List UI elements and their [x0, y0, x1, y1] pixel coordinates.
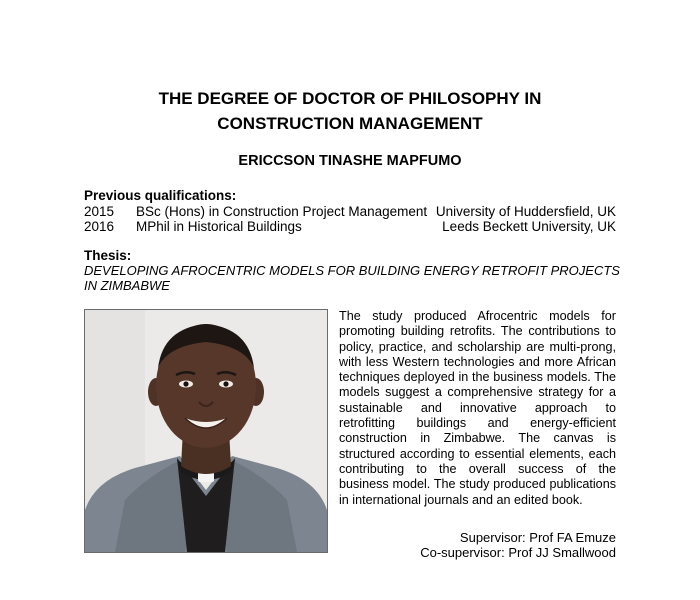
qualification-year: 2016 [84, 219, 115, 234]
qualifications-label: Previous qualifications: [84, 188, 237, 203]
qualification-degree: MPhil in Historical Buildings [136, 219, 302, 234]
co-supervisor: Co-supervisor: Prof JJ Smallwood [420, 545, 616, 560]
thesis-abstract: The study produced Afrocentric models for promoting building retrofits. The contributions to policy, practice, and scholarship are multi-prong, with less Western technologies and more African techniques deployed in the business models. The models suggest a comprehensive strategy for a sustainable and innovative approach to retrofitting buildings and energy-efficient construction in Zimbabwe. The canvas is structured according to essential elements, each contributing to the overall success of the business model. The study produced publications in international journals and an edited book. [339, 309, 616, 507]
degree-title-line-2: CONSTRUCTION MANAGEMENT [217, 114, 483, 133]
candidate-name: ERICCSON TINASHE MAPFUMO [238, 153, 462, 169]
thesis-label: Thesis: [84, 248, 132, 263]
degree-title [0, 86, 700, 136]
qualification-institution: University of Huddersfield, UK [435, 204, 616, 219]
qualification-row [84, 204, 616, 220]
qualification-row [84, 219, 616, 235]
thesis-title: DEVELOPING AFROCENTRIC MODELS FOR BUILDING ENERGY RETROFIT PROJECTS IN ZIMBABWE [84, 263, 620, 293]
qualification-year: 2015 [84, 204, 115, 219]
candidate-photo [84, 309, 328, 553]
supervisor: Supervisor: Prof FA Emuze [459, 530, 616, 545]
qualification-institution: Leeds Beckett University, UK [442, 219, 616, 234]
degree-title-line-1: THE DEGREE OF DOCTOR OF PHILOSOPHY IN [158, 89, 542, 108]
qualification-degree: BSc (Hons) in Construction Project Management [136, 204, 428, 219]
